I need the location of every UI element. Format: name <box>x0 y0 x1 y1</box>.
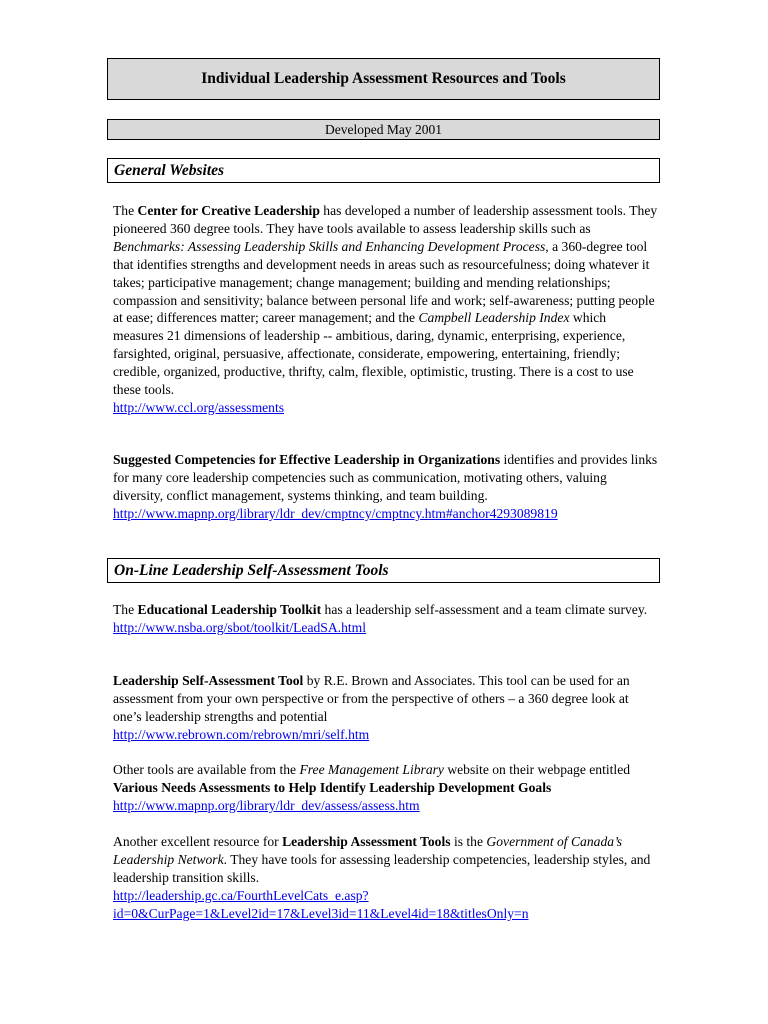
ccl-name: Center for Creative Leadership <box>137 203 320 218</box>
canada-link-part1[interactable]: http://leadership.gc.ca/FourthLevelCats_e.asp? <box>113 887 369 903</box>
text: has a leadership self-assessment and a team climate survey. <box>321 602 648 617</box>
text: by R.E. Brown and Associates. This tool can be used for an assessment from your own perspective or from the perspective of others – a 360 degree look at one’s leadership strengths and potential <box>113 673 630 724</box>
text: which measures 21 dimensions of leadership -- ambitious, daring, dynamic, enterprising, experience, farsighted, original, persuasive, affectionate, considerate, empowering, entertaining, friendly; credible, organized, productive, thrifty, calm, flexible, optimistic, trusting. There is a cost to use these tools. <box>113 310 634 398</box>
competencies-paragraph <box>113 451 658 523</box>
toolkit-name: Educational Leadership Toolkit <box>137 602 322 617</box>
competencies-name: Suggested Competencies for Effective Leadership in Organizations <box>113 452 501 467</box>
ccl-paragraph <box>113 202 658 417</box>
government-of-canada: Government of Canada’s Leadership Network <box>113 834 623 867</box>
needs-assessments-title: Various Needs Assessments to Help Identify Leadership Development Goals <box>113 779 552 795</box>
campbell-index-title: Campbell Leadership Index <box>418 310 570 326</box>
canada-paragraph <box>113 833 658 923</box>
text: Other tools are available from the <box>113 762 300 777</box>
selftool-link[interactable]: http://www.rebrown.com/rebrown/mri/self.htm <box>113 726 370 742</box>
needs-assessments-link[interactable]: http://www.mapnp.org/library/ldr_dev/assess/assess.htm <box>113 797 420 813</box>
leadership-assessment-tools: Leadership Assessment Tools <box>282 834 451 849</box>
developed-date: Developed May 2001 <box>107 119 660 140</box>
text: The <box>113 602 138 617</box>
free-management-library: Free Management Library <box>299 762 444 777</box>
text: has developed a number of leadership assessment tools. They pioneered 360 degree tools. They have tools available to assess leadership skills such as <box>113 203 658 236</box>
section-heading-online-tools: On-Line Leadership Self-Assessment Tools <box>107 558 660 583</box>
canada-link-part2[interactable]: id=0&CurPage=1&Level2id=17&Level3id=11&Level4id=18&titlesOnly=n <box>113 905 529 921</box>
text: . They have tools for assessing leadership competencies, leadership styles, and leadership transition skills. <box>113 851 651 885</box>
text: Another excellent resource for <box>113 834 283 849</box>
selftool-paragraph <box>113 672 658 744</box>
ccl-link[interactable]: http://www.ccl.org/assessments <box>113 399 285 415</box>
text: is the <box>450 834 487 849</box>
other-tools-paragraph <box>113 761 658 815</box>
text: website on their webpage entitled <box>443 762 631 777</box>
text: identifies and provides links for many core leadership competencies such as communication, motivating others, valuing diversity, conflict management, systems thinking, and team building. <box>113 452 658 503</box>
benchmarks-title: Benchmarks: Assessing Leadership Skills and Enhancing Development Process, <box>113 238 549 254</box>
text: The <box>113 203 138 218</box>
toolkit-link[interactable]: http://www.nsba.org/sbot/toolkit/LeadSA.html <box>113 619 366 635</box>
toolkit-paragraph <box>113 601 658 637</box>
text: a 360-degree tool that identifies strengths and development needs in areas such as resourcefulness; doing whatever it takes; participative management; change management; building and mending relationships; compassion and sensitivity; balance between personal life and work; self-awareness; putting people at ease; differences matter; career management; and the <box>113 238 655 326</box>
document-title: Individual Leadership Assessment Resources and Tools <box>107 58 660 100</box>
competencies-link[interactable]: http://www.mapnp.org/library/ldr_dev/cmptncy/cmptncy.htm#anchor4293089819 <box>113 505 558 521</box>
selftool-name: Leadership Self-Assessment Tool <box>113 673 304 688</box>
section-heading-general-websites: General Websites <box>107 158 660 183</box>
